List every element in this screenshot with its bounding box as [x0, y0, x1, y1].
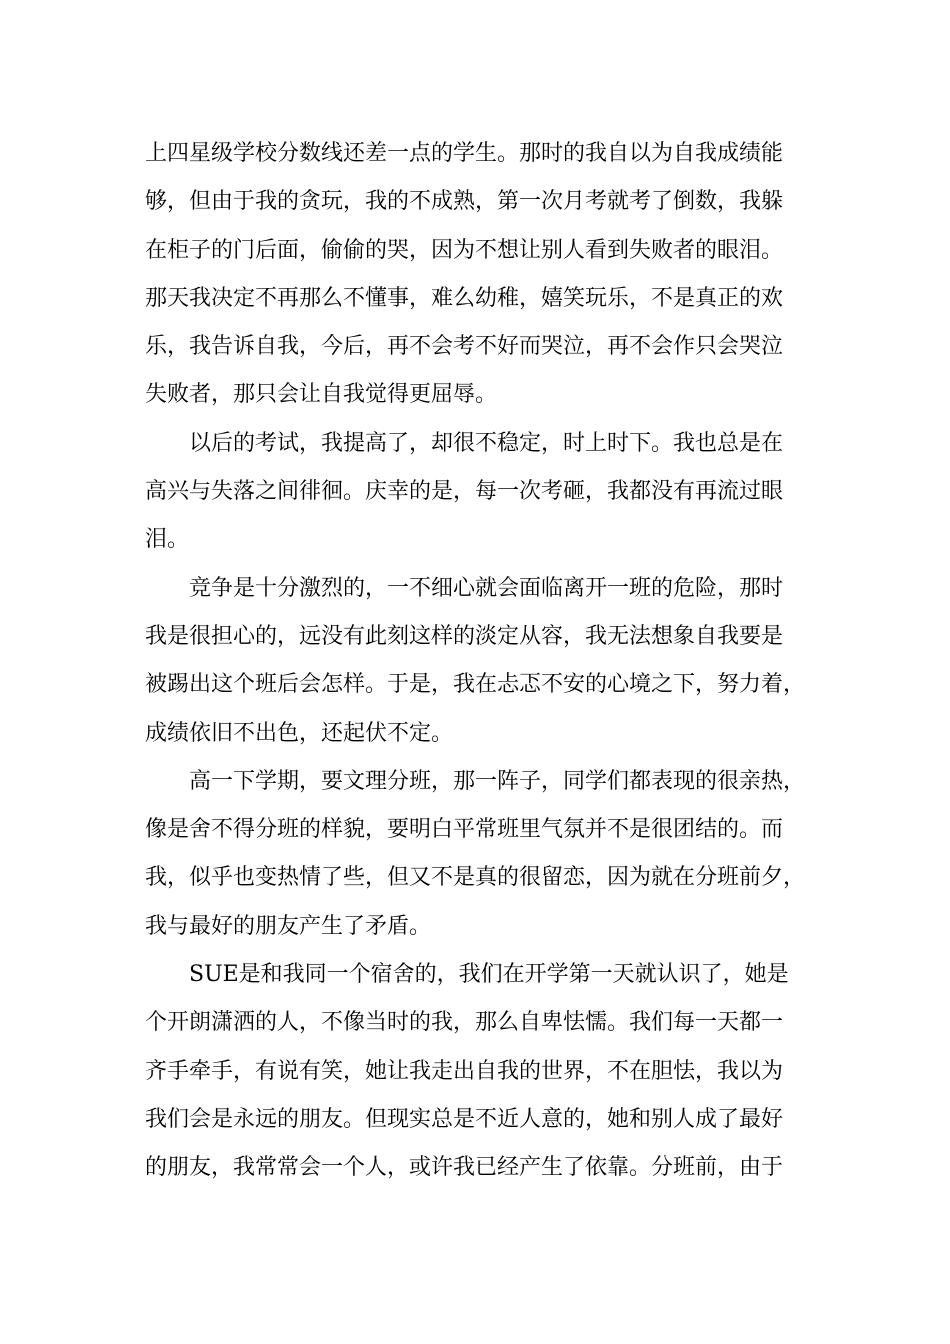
text-line: 乐，我告诉自我，今后，再不会考不好而哭泣，再不会作只会哭泣	[145, 334, 784, 360]
text-line: 失败者，那只会让自我觉得更屈辱。	[145, 382, 498, 408]
paragraph	[145, 565, 825, 758]
text-line: 够，但由于我的贪玩，我的不成熟，第一次月考就考了倒数，我躲	[145, 189, 784, 215]
paragraph	[145, 420, 825, 565]
text-line: 个开朗潇洒的人，不像当时的我，那么自卑怯懦。我们每一天都一	[145, 1010, 784, 1036]
text-line: 高一下学期，要文理分班，那一阵子，同学们都表现的很亲热，	[189, 768, 806, 794]
paragraph	[145, 951, 825, 1192]
text-line: 在柜子的门后面，偷偷的哭，因为不想让别人看到失败者的眼泪。	[145, 237, 784, 263]
text-line: 我与最好的朋友产生了矛盾。	[145, 913, 432, 939]
text-line: 成绩依旧不出色，还起伏不定。	[145, 720, 454, 746]
text-line: 泪。	[145, 527, 190, 553]
text-line: 我，似乎也变热情了些，但又不是真的很留恋，因为就在分班前夕，	[145, 865, 806, 891]
text-line: 我是很担心的，远没有此刻这样的淡定从容，我无法想象自我要是	[145, 623, 784, 649]
text-line: SUE是和我同一个宿舍的，我们在开学第一天就认识了，她是	[189, 962, 789, 988]
text-line: 像是舍不得分班的样貌，要明白平常班里气氛并不是很团结的。而	[145, 817, 784, 843]
text-line: 我们会是永远的朋友。但现实总是不近人意的，她和别人成了最好	[145, 1106, 784, 1132]
paragraph	[145, 758, 825, 951]
text-line: 以后的考试，我提高了，却很不稳定，时上时下。我也总是在	[189, 430, 784, 456]
document-body	[145, 130, 825, 1193]
paragraph	[145, 130, 825, 420]
text-line: 高兴与失落之间徘徊。庆幸的是，每一次考砸，我都没有再流过眼	[145, 479, 784, 505]
text-line: 被踢出这个班后会怎样。于是，我在忐忑不安的心境之下，努力着，	[145, 672, 806, 698]
text-line: 齐手牵手，有说有笑，她让我走出自我的世界，不在胆怯，我以为	[145, 1058, 784, 1084]
text-line: 竞争是十分激烈的，一不细心就会面临离开一班的危险，那时	[189, 575, 784, 601]
text-line: 上四星级学校分数线还差一点的学生。那时的我自以为自我成绩能	[145, 141, 784, 166]
text-line: 的朋友，我常常会一个人，或许我已经产生了依靠。分班前，由于	[145, 1155, 784, 1181]
text-line: 那天我决定不再那么不懂事，难么幼稚，嬉笑玩乐，不是真正的欢	[145, 285, 784, 311]
